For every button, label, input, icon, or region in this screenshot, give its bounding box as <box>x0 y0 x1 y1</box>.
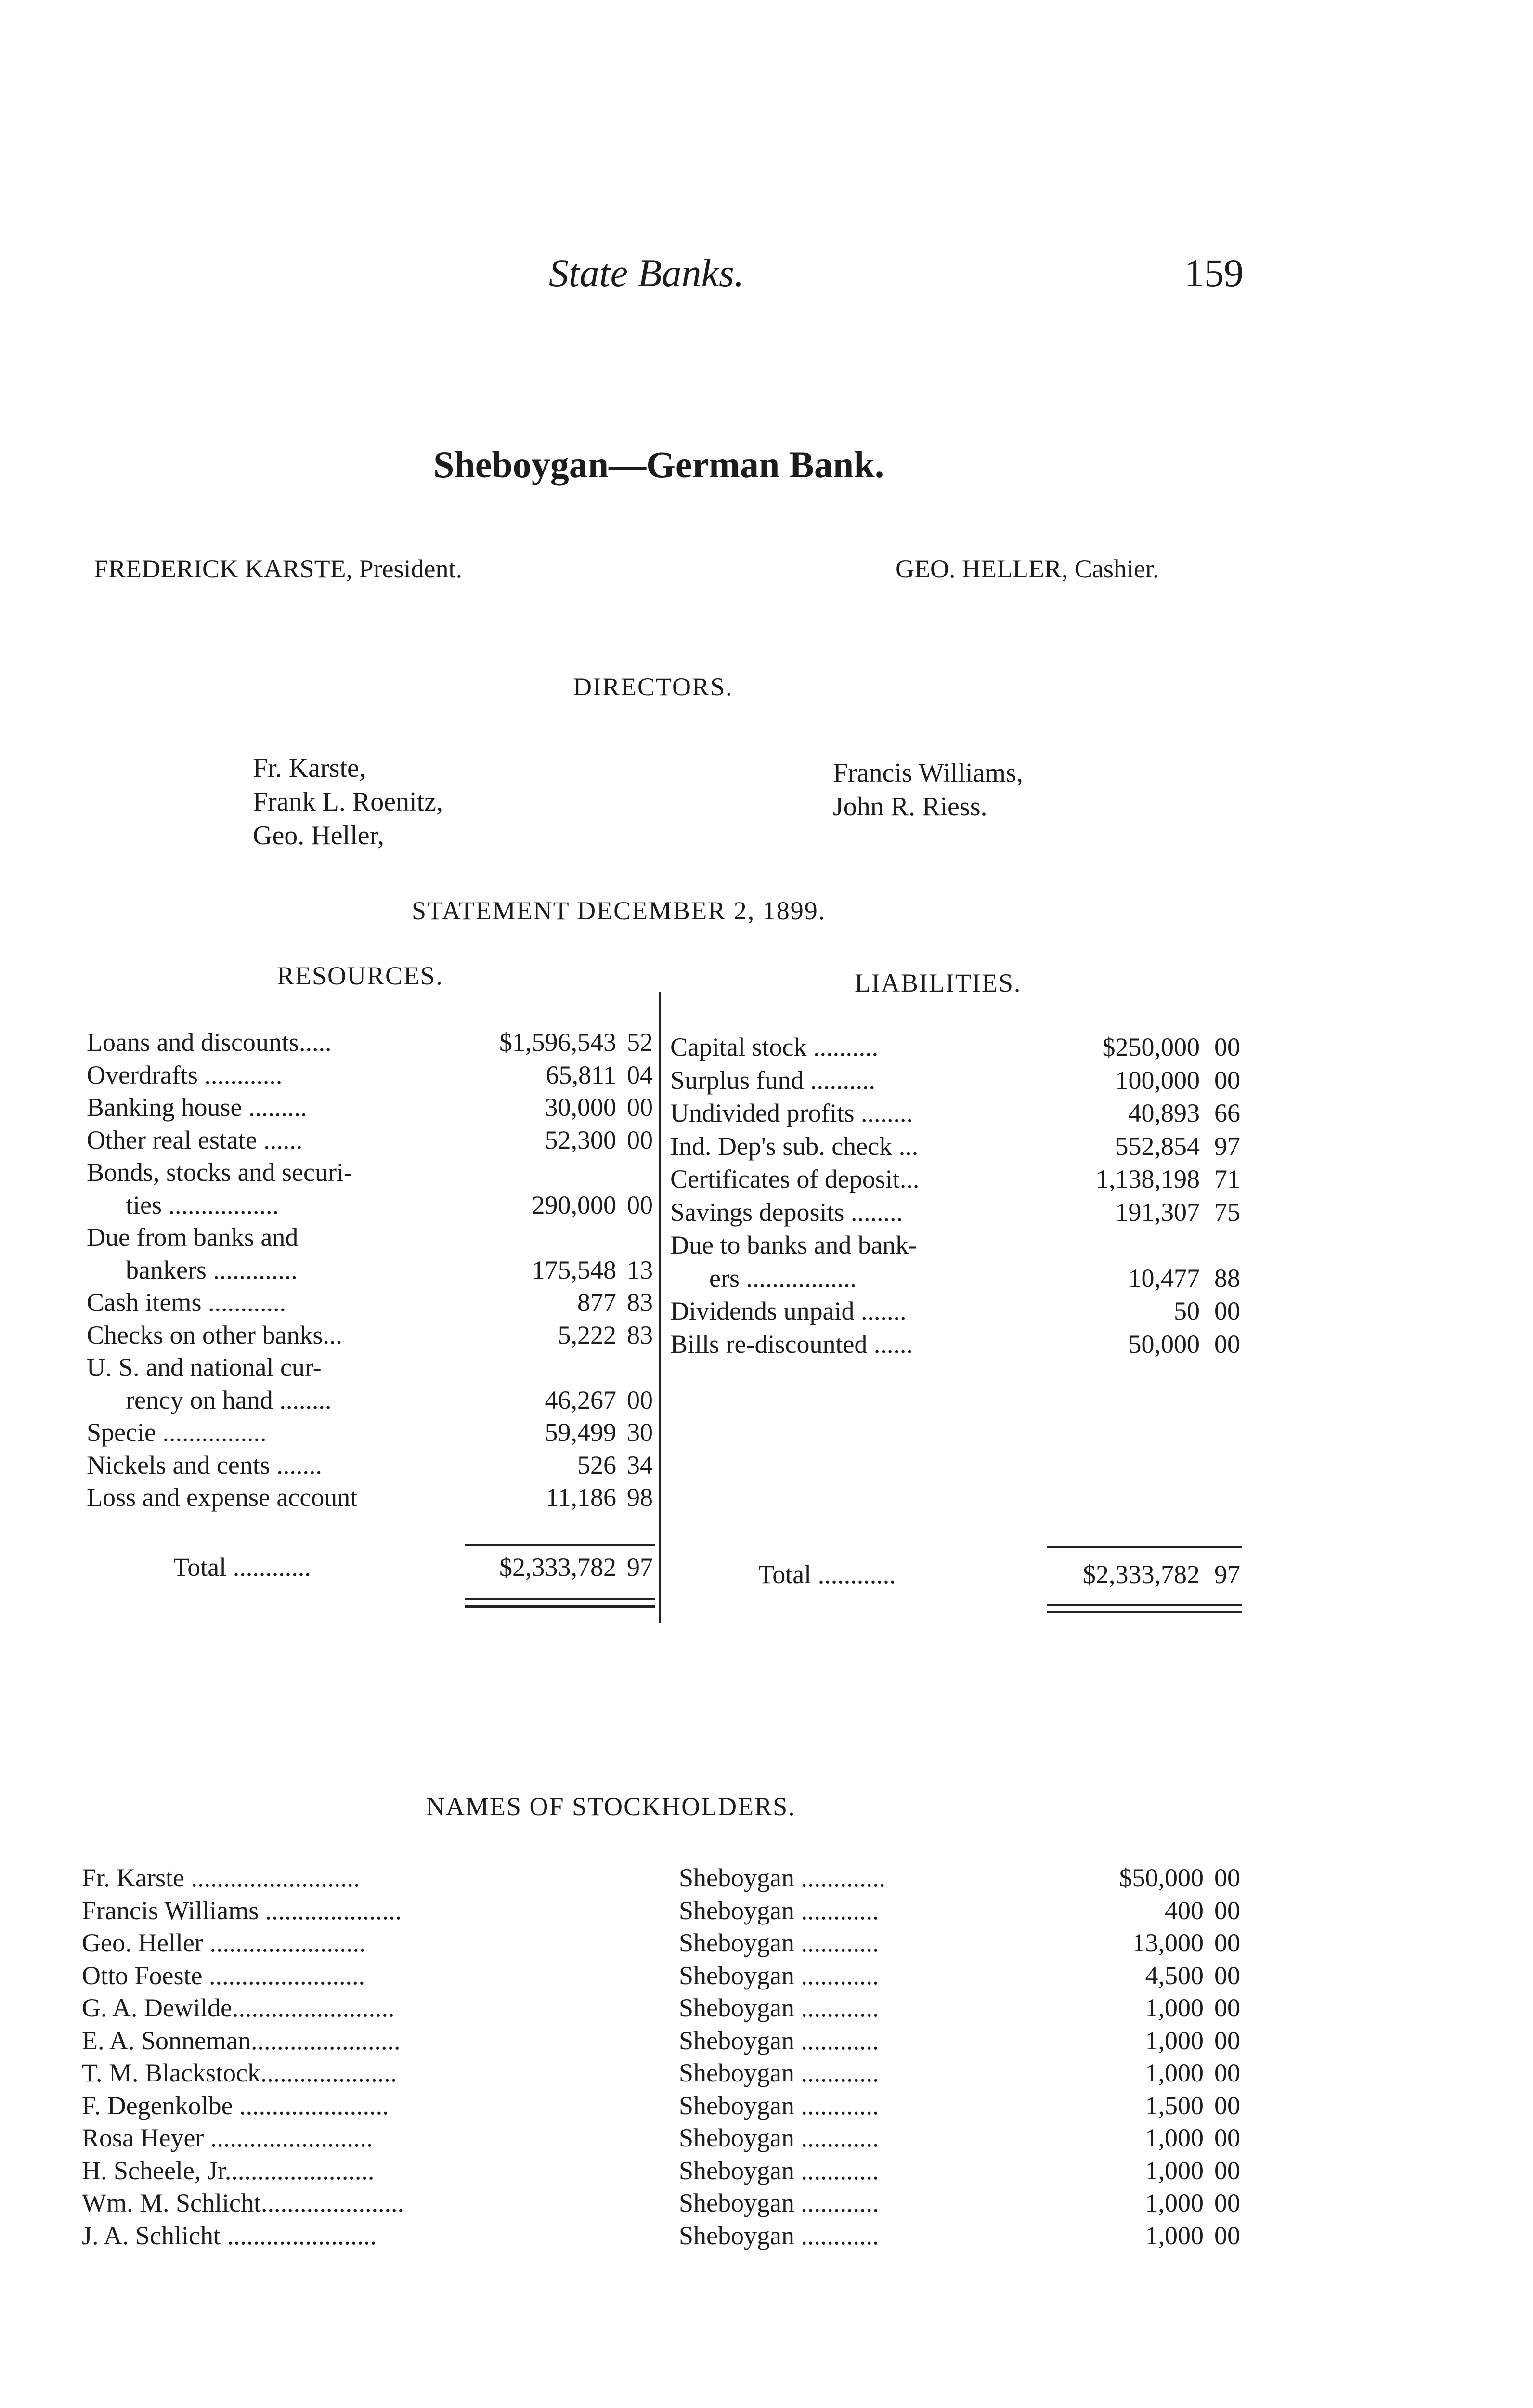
stockholder-row <box>82 2186 1252 2219</box>
resources-row <box>87 1156 660 1189</box>
resource-label: ties ................. <box>87 1190 279 1219</box>
amount-cents: 04 <box>627 1060 653 1089</box>
stockholder-name: Otto Foeste ........................ <box>82 1961 365 1990</box>
amount-dollars: 5,222 <box>558 1320 616 1349</box>
page-number: 159 <box>1184 251 1244 295</box>
amount-dollars: 4,500 <box>1145 1961 1204 1990</box>
amount-cents: 00 <box>1214 1896 1240 1925</box>
amount-cents: 00 <box>627 1125 653 1154</box>
amount-dollars: 50,000 <box>1128 1329 1200 1359</box>
amount-dollars: 877 <box>577 1288 616 1317</box>
liabilities-row <box>670 1196 1248 1229</box>
resource-label: Bonds, stocks and securi- <box>87 1158 352 1187</box>
stockholder-row <box>82 2121 1252 2154</box>
resource-label: Other real estate ...... <box>87 1125 303 1154</box>
stockholder-row <box>82 1926 1252 1959</box>
stockholder-name: F. Degenkolbe ....................... <box>82 2091 389 2120</box>
director-name: John R. Riess. <box>833 792 987 822</box>
stockholder-town: Sheboygan ............ <box>679 2058 879 2087</box>
amount-cents: 98 <box>627 1483 653 1512</box>
amount-dollars: $50,000 <box>1119 1863 1204 1892</box>
resource-label: Loans and discounts..... <box>87 1028 332 1057</box>
resource-label: Checks on other banks... <box>87 1320 342 1349</box>
amount-cents: 00 <box>1214 2156 1240 2185</box>
resources-row <box>87 1124 660 1156</box>
amount-cents: 66 <box>1214 1099 1240 1127</box>
total-label: Total ............ <box>173 1553 311 1582</box>
total-cents: 97 <box>1214 1560 1240 1589</box>
stockholder-name: J. A. Schlicht ....................... <box>82 2221 377 2250</box>
amount-dollars: 1,000 <box>1145 2156 1204 2185</box>
stockholder-row <box>82 2056 1252 2089</box>
stockholders-heading: NAMES OF STOCKHOLDERS. <box>426 1792 796 1821</box>
stockholder-row <box>82 2154 1252 2187</box>
statement-heading: STATEMENT DECEMBER 2, 1899. <box>412 896 826 925</box>
liability-label: Surplus fund .......... <box>670 1065 876 1095</box>
total-rule <box>1047 1546 1242 1548</box>
amount-cents: 00 <box>627 1385 653 1414</box>
stockholder-row <box>82 1991 1252 2024</box>
cashier-line: GEO. HELLER, Cashier. <box>896 554 1159 583</box>
resources-row <box>87 1286 660 1319</box>
stockholder-row <box>82 2219 1252 2252</box>
amount-dollars: 1,500 <box>1145 2091 1204 2120</box>
resources-row <box>87 1449 660 1481</box>
amount-cents: 00 <box>1214 1863 1240 1892</box>
resources-row <box>87 1384 660 1416</box>
resources-row <box>87 1416 660 1449</box>
resources-row <box>87 1026 660 1059</box>
total-row <box>87 1551 660 1584</box>
amount-dollars: 52,300 <box>545 1125 616 1154</box>
amount-dollars: 1,138,198 <box>1096 1165 1200 1193</box>
amount-dollars: 11,186 <box>546 1483 616 1512</box>
amount-dollars: 1,000 <box>1145 2221 1204 2250</box>
stockholder-town: Sheboygan ............ <box>679 2188 879 2217</box>
liability-label: Capital stock .......... <box>670 1033 878 1061</box>
amount-dollars: 65,811 <box>546 1060 616 1089</box>
liability-label: Due to banks and bank- <box>670 1230 917 1259</box>
amount-cents: 00 <box>1214 2188 1240 2217</box>
amount-cents: 00 <box>1214 1928 1240 1957</box>
amount-cents: 00 <box>1214 1993 1240 2022</box>
liabilities-row <box>670 1097 1248 1129</box>
total-rule <box>465 1544 655 1546</box>
amount-cents: 97 <box>1214 1131 1240 1161</box>
resources-row <box>87 1481 660 1514</box>
stockholder-name: Fr. Karste .......................... <box>82 1863 360 1892</box>
amount-cents: 30 <box>627 1418 653 1447</box>
amount-dollars: 46,267 <box>545 1385 616 1414</box>
resource-label: Specie ................ <box>87 1418 267 1447</box>
total-dollars: $2,333,782 <box>1083 1560 1200 1589</box>
amount-cents: 75 <box>1214 1197 1240 1227</box>
stockholder-town: Sheboygan ............ <box>679 2123 879 2152</box>
stockholder-name: G. A. Dewilde......................... <box>82 1993 395 2022</box>
stockholder-row <box>82 2024 1252 2057</box>
stockholder-town: Sheboygan ............ <box>679 2026 879 2055</box>
director-name: Frank L. Roenitz, <box>253 787 443 817</box>
stockholder-row <box>82 2089 1252 2122</box>
amount-dollars: 1,000 <box>1145 2058 1204 2087</box>
amount-dollars: 290,000 <box>532 1190 616 1219</box>
liabilities-row <box>670 1295 1248 1327</box>
amount-dollars: 59,499 <box>545 1418 616 1447</box>
total-double-rule <box>1047 1604 1242 1606</box>
stockholder-row <box>82 1894 1252 1927</box>
resource-label: Due from banks and <box>87 1223 299 1252</box>
resource-label: Loss and expense account <box>87 1483 358 1512</box>
total-double-rule <box>1047 1611 1242 1613</box>
liability-label: Ind. Dep's sub. check ... <box>670 1131 919 1161</box>
amount-dollars: 175,548 <box>532 1255 616 1284</box>
stockholder-town: Sheboygan ............ <box>679 1993 879 2022</box>
amount-dollars: 552,854 <box>1115 1131 1200 1161</box>
stockholder-row <box>82 1959 1252 1992</box>
stockholder-town: Sheboygan ............ <box>679 1896 879 1925</box>
resources-row <box>87 1254 660 1286</box>
amount-cents: 00 <box>627 1093 653 1122</box>
total-dollars: $2,333,782 <box>499 1553 616 1582</box>
liability-label: Certificates of deposit... <box>670 1165 920 1193</box>
amount-cents: 00 <box>1214 2123 1240 2152</box>
amount-cents: 13 <box>627 1255 653 1284</box>
stockholder-town: Sheboygan ............ <box>679 1961 879 1990</box>
total-cents: 97 <box>627 1553 653 1582</box>
amount-dollars: 400 <box>1165 1896 1204 1925</box>
column-divider <box>659 992 661 1623</box>
resources-row <box>87 1091 660 1124</box>
stockholder-name: E. A. Sonneman....................... <box>82 2026 401 2055</box>
amount-dollars: 191,307 <box>1115 1197 1200 1227</box>
stockholder-name: Francis Williams ..................... <box>82 1896 402 1925</box>
resources-row <box>87 1221 660 1254</box>
amount-dollars: 1,000 <box>1145 2188 1204 2217</box>
stockholder-name: T. M. Blackstock..................... <box>82 2058 397 2087</box>
directors-left-column <box>253 751 443 852</box>
total-row <box>758 1558 1248 1591</box>
amount-cents: 00 <box>1214 1033 1240 1061</box>
liabilities-heading: LIABILITIES. <box>855 968 1022 997</box>
director-name: Francis Williams, <box>833 758 1023 788</box>
total-double-rule <box>465 1605 655 1608</box>
resource-label: Nickels and cents ....... <box>87 1450 322 1479</box>
amount-cents: 00 <box>627 1190 653 1219</box>
amount-cents: 00 <box>1214 1065 1240 1095</box>
liabilities-row <box>670 1328 1248 1361</box>
liability-label: Dividends unpaid ....... <box>670 1296 907 1325</box>
amount-dollars: 1,000 <box>1145 2026 1204 2055</box>
resources-row <box>87 1351 660 1384</box>
resource-label: rency on hand ........ <box>87 1385 332 1414</box>
liabilities-row <box>670 1064 1248 1097</box>
amount-dollars: 1,000 <box>1145 2123 1204 2152</box>
directors-right-column <box>833 756 1023 824</box>
stockholder-town: Sheboygan ............ <box>679 2091 879 2120</box>
stockholder-town: Sheboygan ............ <box>679 2221 879 2250</box>
stockholder-name: Wm. M. Schlicht...................... <box>82 2188 404 2217</box>
amount-dollars: 100,000 <box>1115 1065 1200 1095</box>
liabilities-row <box>670 1163 1248 1195</box>
amount-cents: 83 <box>627 1320 653 1349</box>
amount-cents: 00 <box>1214 2058 1240 2087</box>
directors-heading: DIRECTORS. <box>573 672 733 701</box>
amount-cents: 34 <box>627 1450 653 1479</box>
amount-cents: 71 <box>1214 1165 1240 1193</box>
president-line: FREDERICK KARSTE, President. <box>94 554 463 583</box>
liabilities-row <box>670 1031 1248 1063</box>
total-double-rule <box>465 1598 655 1600</box>
stockholder-town: Sheboygan ............ <box>679 1928 879 1957</box>
bank-title: Sheboygan—German Bank. <box>433 444 884 485</box>
director-name: Geo. Heller, <box>253 821 384 851</box>
amount-cents: 83 <box>627 1288 653 1317</box>
amount-dollars: 1,000 <box>1145 1993 1204 2022</box>
amount-dollars: 40,893 <box>1128 1099 1200 1127</box>
liability-label: Bills re-discounted ...... <box>670 1329 913 1359</box>
resource-label: Overdrafts ............ <box>87 1060 283 1089</box>
amount-dollars: 526 <box>577 1450 616 1479</box>
director-name: Fr. Karste, <box>253 753 366 783</box>
stockholder-row <box>82 1861 1252 1894</box>
amount-dollars: 10,477 <box>1128 1263 1200 1293</box>
resources-heading: RESOURCES. <box>277 961 443 990</box>
resources-row <box>87 1189 660 1221</box>
amount-cents: 88 <box>1214 1263 1240 1293</box>
running-head-title: State Banks. <box>549 251 744 295</box>
resource-label: bankers ............. <box>87 1255 298 1284</box>
stockholder-town: Sheboygan ............ <box>679 2156 879 2185</box>
total-label: Total ............ <box>758 1560 896 1589</box>
liability-label: Savings deposits ........ <box>670 1197 903 1227</box>
resources-row <box>87 1059 660 1091</box>
stockholder-town: Sheboygan ............. <box>679 1863 885 1892</box>
liability-label: ers ................. <box>670 1263 857 1293</box>
amount-dollars: 30,000 <box>545 1093 616 1122</box>
stockholder-name: Geo. Heller ........................ <box>82 1928 366 1957</box>
stockholder-name: H. Scheele, Jr....................... <box>82 2156 375 2185</box>
amount-cents: 00 <box>1214 2221 1240 2250</box>
resource-label: Cash items ............ <box>87 1288 286 1317</box>
liabilities-row <box>670 1130 1248 1163</box>
resources-row <box>87 1319 660 1351</box>
amount-cents: 00 <box>1214 1329 1240 1359</box>
amount-dollars: $250,000 <box>1102 1033 1200 1061</box>
amount-dollars: 50 <box>1174 1296 1200 1325</box>
resource-label: U. S. and national cur- <box>87 1353 322 1382</box>
amount-dollars: 13,000 <box>1132 1928 1204 1957</box>
amount-cents: 52 <box>627 1028 653 1057</box>
amount-cents: 00 <box>1214 2026 1240 2055</box>
amount-cents: 00 <box>1214 2091 1240 2120</box>
stockholder-name: Rosa Heyer ......................... <box>82 2123 373 2152</box>
liabilities-row <box>670 1229 1248 1261</box>
liability-label: Undivided profits ........ <box>670 1099 913 1127</box>
amount-cents: 00 <box>1214 1296 1240 1325</box>
amount-dollars: $1,596,543 <box>499 1028 616 1057</box>
resource-label: Banking house ......... <box>87 1093 307 1122</box>
amount-cents: 00 <box>1214 1961 1240 1990</box>
liabilities-row <box>670 1262 1248 1295</box>
